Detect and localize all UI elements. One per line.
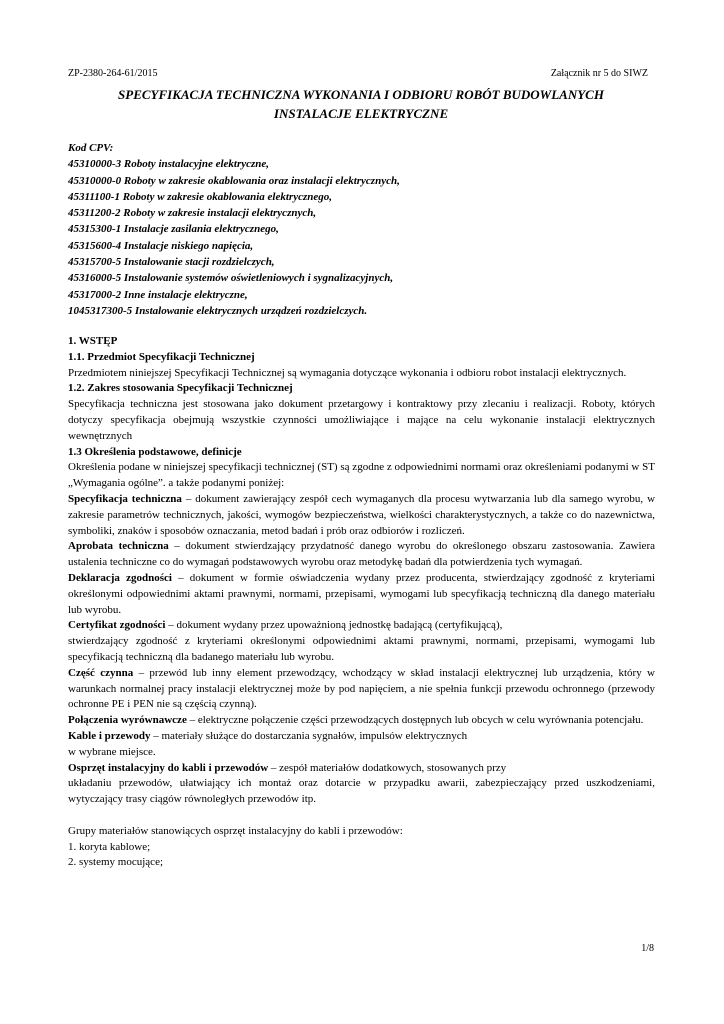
- section-heading: 1.3 Określenia podstawowe, definicje: [68, 445, 242, 458]
- cpv-code: 45315300-1 Instalacje zasilania elektrycznego,: [68, 223, 279, 236]
- definition-text: – dokument zawierający zespół cech wymaganych dla procesu wytwarzania lub dla samego wyrobu, w zakresie parametrów technicznych, jakości, wymogów bezpieczeństwa, wielkości charakterystycznych, a także co do nazewnictwa, symboliki, znaków i sposobów oznaczania, metod badań i prób oraz odbiorów i rozliczeń.: [68, 492, 656, 537]
- definition: [68, 492, 655, 539]
- section-text: Specyfikacja techniczna jest stosowana jako dokument przetargowy i kontraktowy przy zlecaniu i realizacji. Roboty, których dotyczy specyfikacja obejmują wszystkie czynności umożliwiające i mające na celu wykonanie instalacji elektrycznych wewnętrznych: [68, 398, 655, 442]
- list-item: 2. systemy mocujące;: [68, 856, 164, 869]
- definition: [68, 618, 655, 634]
- document-title: [68, 85, 654, 123]
- cpv-code: 45311100-1 Roboty w zakresie okablowania elektrycznego,: [68, 190, 332, 203]
- cpv-code: 45316000-5 Instalowanie systemów oświetleniowych i sygnalizacyjnych,: [68, 272, 394, 285]
- attachment-label: Załącznik nr 5 do SIWZ: [550, 68, 648, 79]
- definition-text: – przewód lub inny element przewodzący, wchodzący w skład instalacji elektrycznej lub urządzenia, który w warunkach normalnej pracy instalacji elektrycznej może by pod napięciem, a nie spełnia funkcji przewodu ochronnego (przewody ochronne PE i PEN nie są częścią czynną).: [68, 666, 656, 711]
- cpv-code: 45317000-2 Inne instalacje elektryczne,: [68, 288, 248, 301]
- definition-continuation: stwierdzający zgodność z kryteriami określonymi odpowiednimi aktami prawnymi, normami, przepisami, wymogami lub specyfikacją techniczną dla badanego materiału lub wyrobu.: [68, 635, 655, 663]
- cpv-codes: [68, 140, 658, 319]
- definition-text: – dokument stwierdzający przydatność danego wyrobu do określonego obszaru zastosowania. Zawiera ustalenia techniczne co do wymagań podstawowych wyrobu oraz metodykę badań dla potwierdzenia tych wymagań.: [68, 540, 655, 569]
- definition-text: – elektryczne połączenie części przewodzących dostępnych lub obcych w celu wyrównania potencjału.: [186, 714, 644, 727]
- title-line-1: SPECYFIKACJA TECHNICZNA WYKONANIA I ODBIORU ROBÓT BUDOWLANYCH: [118, 87, 604, 102]
- definition-term: Kable i przewody: [68, 729, 151, 742]
- definition-text: – zespół materiałów dodatkowych, stosowanych przy: [268, 761, 507, 774]
- cpv-code: 1045317300-5 Instalowanie elektrycznych urządzeń rozdzielczych.: [68, 304, 368, 317]
- cpv-label: Kod CPV:: [68, 142, 114, 154]
- section-heading: 1.2. Zakres stosowania Specyfikacji Technicznej: [68, 382, 293, 395]
- title-line-2: INSTALACJE ELEKTRYCZNE: [273, 106, 449, 121]
- list-item: 1. koryta kablowe;: [68, 840, 151, 853]
- definition-continuation: w wybrane miejsce.: [68, 745, 156, 758]
- section-heading: 1.1. Przedmiot Specyfikacji Technicznej: [68, 350, 255, 363]
- cpv-code: 45315600-4 Instalacje niskiego napięcia,: [68, 239, 254, 252]
- definition-term: Aprobata techniczna: [68, 540, 169, 553]
- definition-term: Deklaracja zgodności: [68, 571, 172, 584]
- groups-intro: Grupy materiałów stanowiących osprzęt instalacyjny do kabli i przewodów:: [68, 824, 403, 837]
- definition-continuation: układaniu przewodów, ułatwiający ich montaż oraz dotarcie w przypadku awarii, zabezpieczający przed uszkodzeniami, wytyczający trasy ciągów równoległych przewodów itp.: [68, 777, 655, 806]
- cpv-code: 45310000-3 Roboty instalacyjne elektryczne,: [68, 158, 270, 171]
- paragraph-gap: [68, 808, 655, 824]
- section-heading: 1. WSTĘP: [68, 335, 118, 347]
- cpv-code: 45311200-2 Roboty w zakresie instalacji elektrycznych,: [68, 207, 317, 220]
- cpv-code: 45310000-0 Roboty w zakresie okablowania oraz instalacji elektrycznych,: [68, 174, 400, 187]
- document-body: [68, 334, 655, 871]
- definition: [68, 713, 655, 729]
- definition-term: Część czynna: [68, 666, 134, 679]
- section-text: Przedmiotem niniejszej Specyfikacji Technicznej są wymagania dotyczące wykonania i odbioru robot instalacji elektrycznych.: [68, 366, 627, 379]
- definition: [68, 571, 655, 618]
- definition: [68, 729, 655, 745]
- section-text: Określenia podane w niniejszej specyfikacji technicznej (ST) są zgodne z odpowiednimi normami oraz określeniami podanymi w ST „Wymagania ogólne”. a także podanymi poniżej:: [68, 461, 655, 490]
- definition-term: Specyfikacja techniczna: [68, 492, 182, 505]
- definition: [68, 761, 655, 777]
- definition-term: Połączenia wyrównawcze: [68, 714, 187, 727]
- document-reference: ZP-2380-264-61/2015: [68, 68, 158, 79]
- page-number: 1/8: [641, 943, 654, 954]
- definition-text: – dokument w formie oświadczenia wydany przez producenta, stwierdzający zgodność z kryteriami określonymi odpowiednimi aktami prawnymi, normami, przepisami, wymogami lub specyfikacją techniczną dla danego materiału lub wyrobu.: [68, 571, 656, 616]
- definition-term: Certyfikat zgodności: [68, 619, 166, 632]
- definition-term: Osprzęt instalacyjny do kabli i przewodów: [68, 761, 269, 774]
- definition: [68, 539, 655, 571]
- definition-text: – dokument wydany przez upoważnioną jednostkę badającą (certyfikującą),: [165, 619, 503, 632]
- cpv-code: 45315700-5 Instalowanie stacji rozdzielczych,: [68, 256, 275, 269]
- definition-text: – materiały służące do dostarczania sygnałów, impulsów elektrycznych: [150, 729, 468, 742]
- definition: [68, 666, 655, 713]
